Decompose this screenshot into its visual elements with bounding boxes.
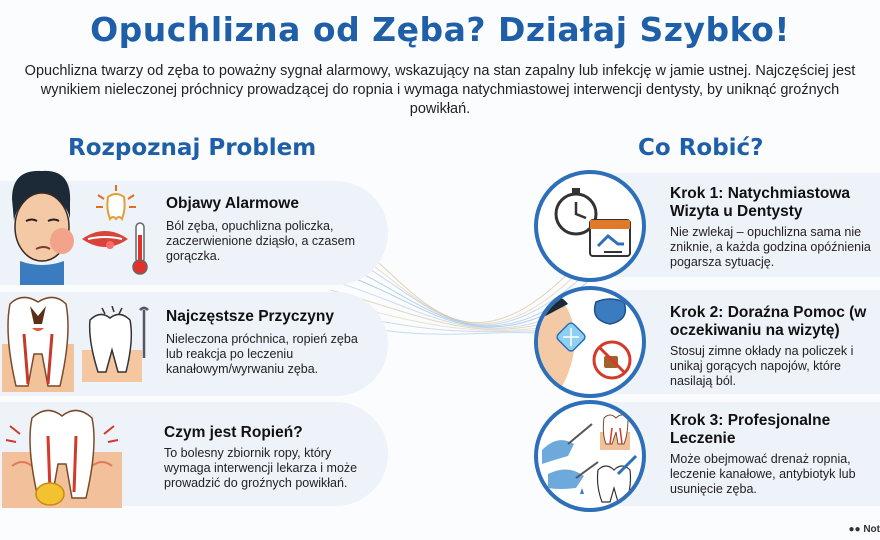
step-3-illustration	[534, 400, 646, 512]
decayed-tooth-icon	[2, 294, 74, 392]
no-hot-drink-icon	[594, 342, 630, 378]
card-text: To bolesny zbiornik ropy, który wymaga interwencji lekarza i może prowadzić do groźnych powikłań.	[164, 446, 358, 490]
step-text: Nie zwlekaj – opuchlizna sama nie zniknie, a każda godzina opóźnienia pogarsza sytuację.	[670, 225, 871, 269]
abscess-tooth-icon	[2, 406, 122, 508]
left-section-title: Rozpoznaj Problem	[68, 135, 317, 161]
card-symptoms	[0, 181, 388, 285]
card-text: Nieleczona próchnica, ropień zęba lub reakcja po leczeniu kanałowym/wyrwaniu zęba.	[166, 332, 358, 376]
tooth-pain-icon	[92, 185, 140, 225]
step-title: Krok 2: Doraźna Pomoc (w oczekiwaniu na wizytę)	[670, 304, 867, 339]
dentist-hands-icon	[542, 424, 598, 494]
step-title: Krok 3: Profesjonalne Leczenie	[670, 412, 831, 447]
card-text: Ból zęba, opuchlizna policzka, zaczerwienione dziąsło, a czasem gorączka.	[166, 219, 355, 263]
page-title: Opuchlizna od Zęba? Działaj Szybko!	[90, 10, 790, 49]
step-text: Stosuj zimne okłady na policzek i unikaj gorących napojów, które nasilają ból.	[670, 344, 854, 388]
footer-text: Not	[863, 524, 880, 535]
card-title: Najczęstsze Przyczyny	[166, 308, 335, 325]
step-1-illustration	[534, 170, 646, 282]
sick-face-icon	[2, 169, 80, 285]
ice-bag-icon	[595, 299, 626, 324]
swollen-lip-icon	[80, 225, 130, 255]
step-text: Może obejmować drenaż ropnia, leczenie kanałowe, antybiotyk lub usunięcie zęba.	[670, 452, 856, 496]
card-abscess	[0, 402, 388, 506]
footer-logo	[848, 524, 880, 535]
thermometer-icon	[130, 221, 150, 277]
step-2-illustration	[534, 286, 646, 398]
card-title: Objawy Alarmowe	[166, 195, 299, 212]
tooth-tools-icon	[82, 306, 154, 382]
tooth-root-icon	[600, 415, 630, 450]
step-title: Krok 1: Natychmiastowa Wizyta u Dentysty	[670, 185, 851, 220]
right-section-title: Co Robić?	[638, 135, 764, 161]
card-causes	[0, 292, 388, 396]
card-title: Czym jest Ropień?	[164, 424, 303, 441]
logo-icon: ●●	[848, 524, 861, 535]
intro-text: Opuchlizna twarzy od zęba to poważny sygnał alarmowy, wskazujący na stan zapalny lub infekcję w jamie ustnej. Najczęściej jest wynikiem nieleczonej próchnicy prowadzącej do ropnia i wymaga natychmiastowej interwencji dentysty, by uniknąć groźnych powikłań.	[24, 63, 856, 117]
